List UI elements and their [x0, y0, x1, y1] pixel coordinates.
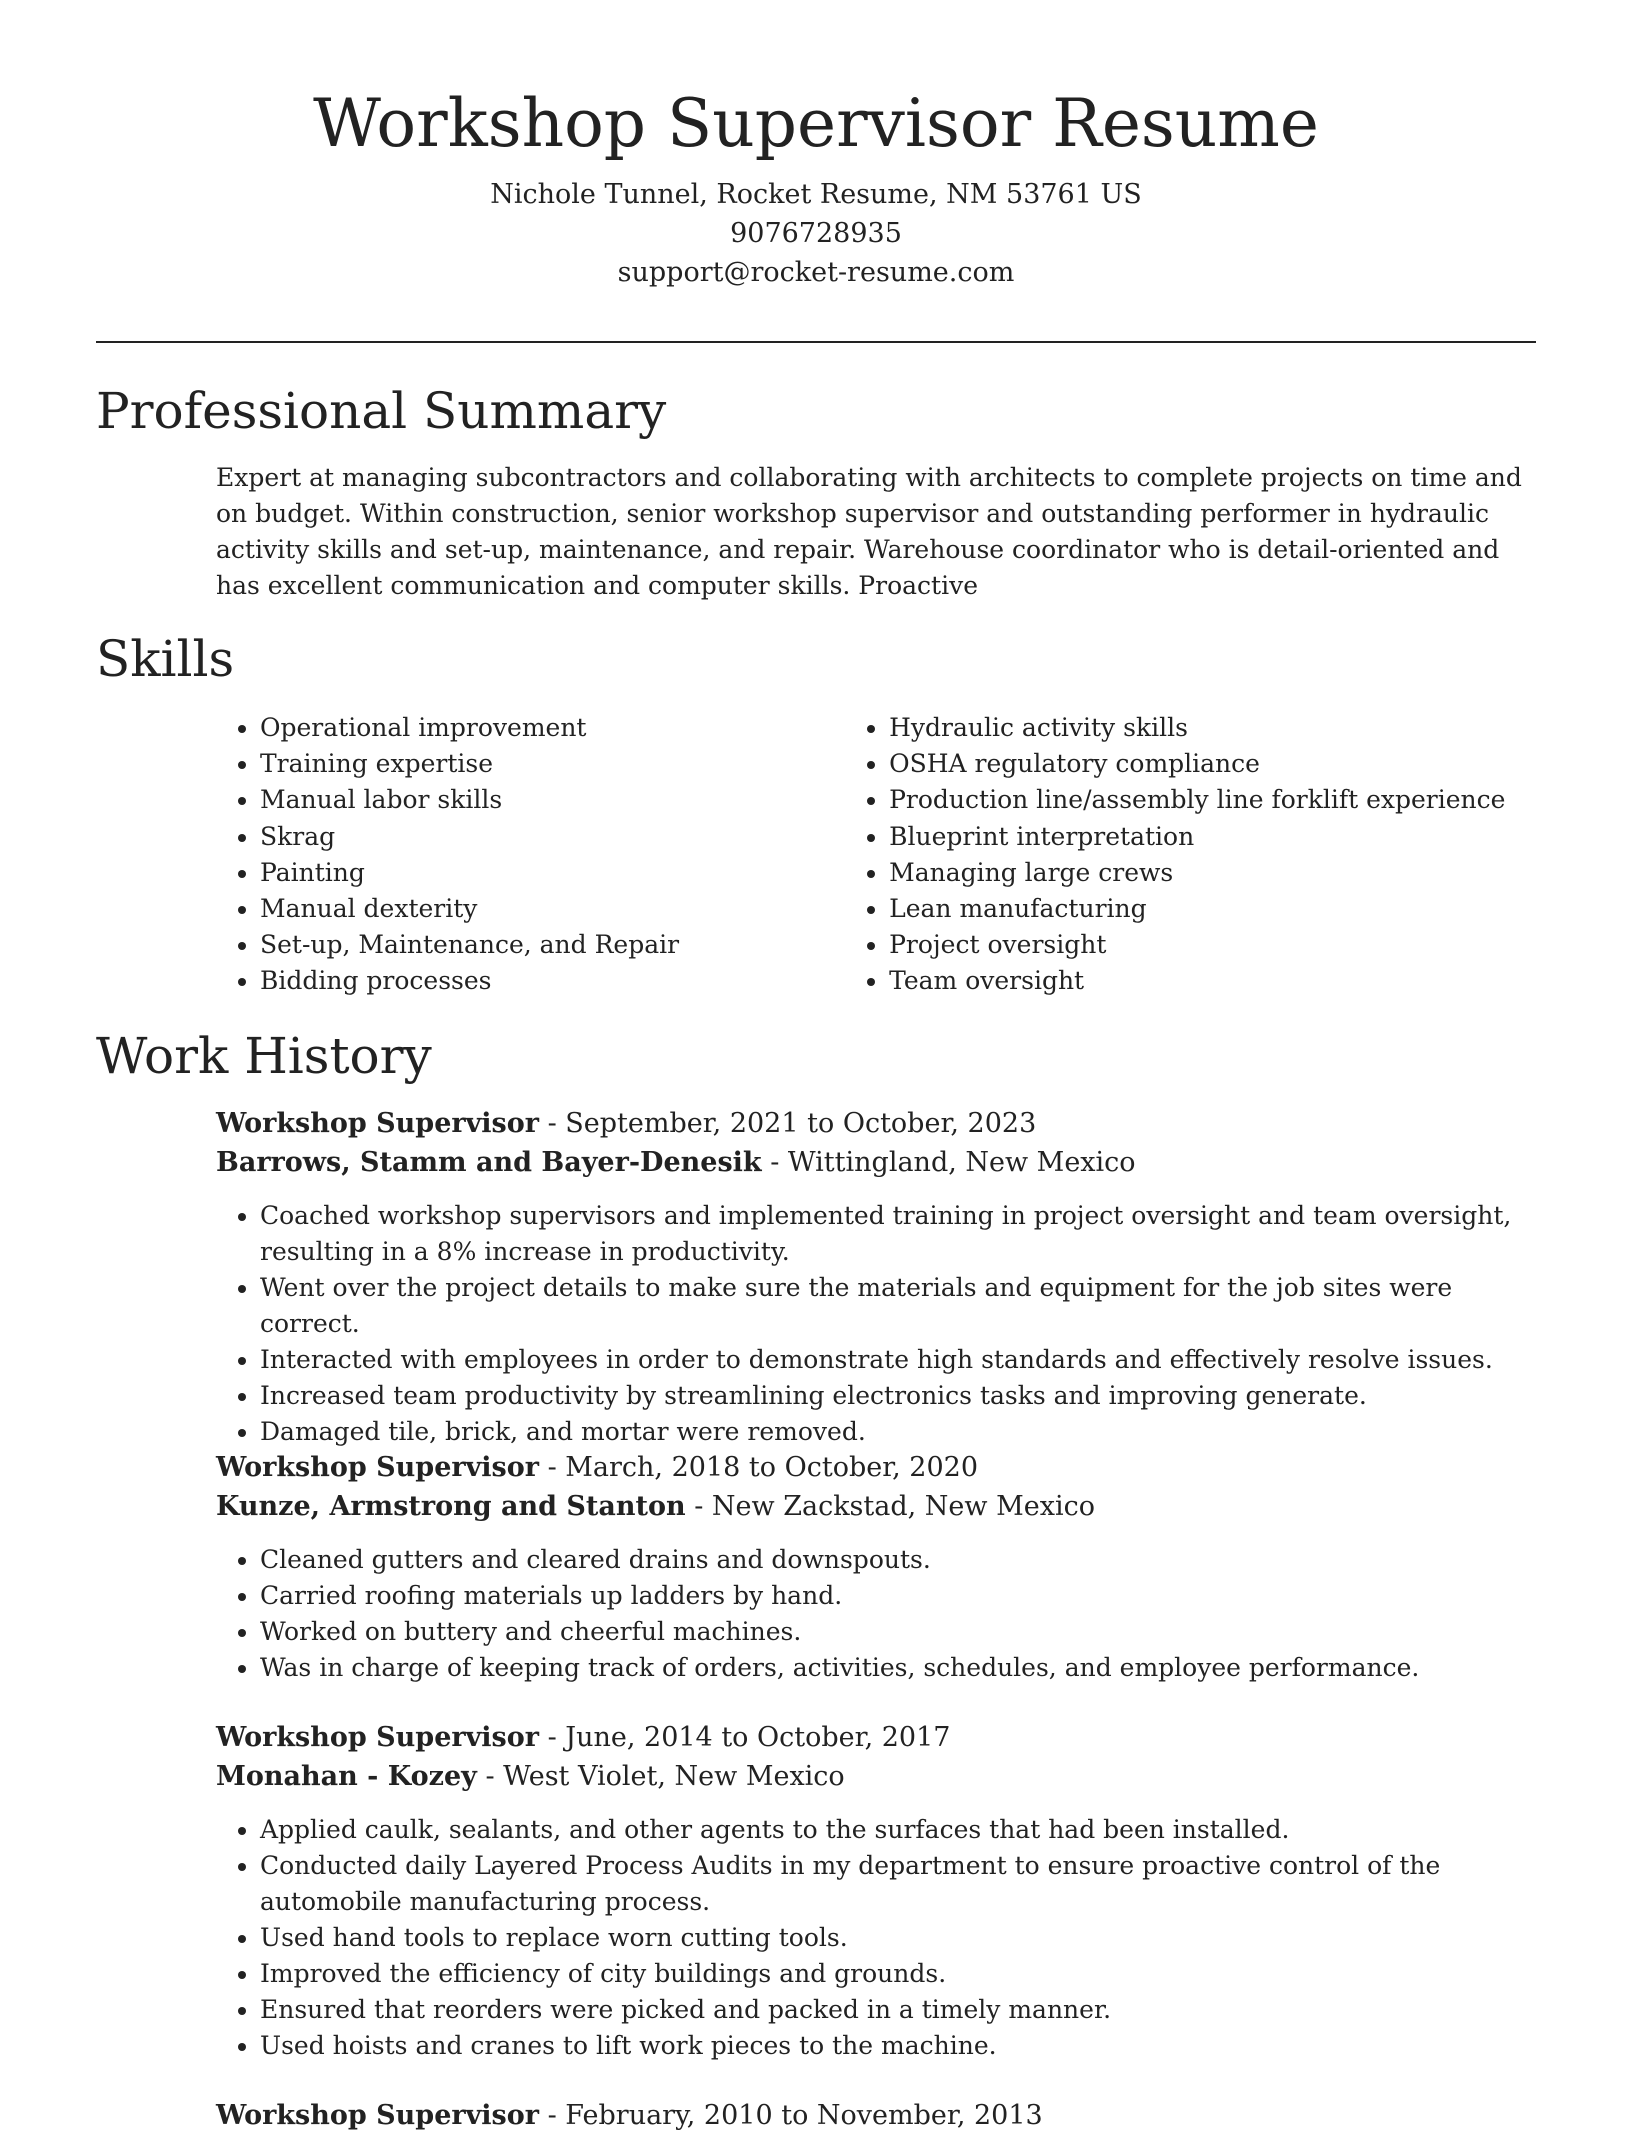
- job-bullet: • Damaged tile, brick, and mortar were removed.: [260, 1414, 1536, 1450]
- skill-item: • Skrag: [260, 819, 845, 855]
- skill-item: • OSHA regulatory compliance: [889, 746, 1536, 782]
- summary-text: Expert at managing subcontractors and collaborating with architects to complete projects on time and on budget. Within construction, senior workshop supervisor and outstanding performer in hydraulic activity skills and set-up, maintenance, and repair. Warehouse coordinator who is detail-oriented and has excellent communication and computer skills. Proactive: [216, 463, 1522, 600]
- skills-columns: [216, 710, 1536, 1000]
- job-bullet: • Used hoists and cranes to lift work pieces to the machine.: [260, 2028, 1536, 2064]
- job-company: Monahan - Kozey: [216, 1761, 477, 1792]
- contact-phone: 9076728935: [730, 218, 902, 250]
- job-bullet: • Cleaned gutters and cleared drains and downspouts.: [260, 1542, 1536, 1578]
- job-title-line: [216, 1448, 1536, 1487]
- job-bullet: • Coached workshop supervisors and implemented training in project oversight and team oversight, resulting in a 8% increase in productivity.: [260, 1198, 1536, 1270]
- job-company-line: [216, 1143, 1536, 1182]
- skill-item: • Painting: [260, 855, 845, 891]
- skill-item: • Project oversight: [889, 927, 1536, 963]
- job-title: Workshop Supervisor: [216, 1452, 539, 1483]
- skill-item: • Production line/assembly line forklift experience: [889, 782, 1536, 818]
- section-heading-skills: Skills: [96, 630, 235, 688]
- job-bullet: • Ensured that reorders were picked and packed in a timely manner.: [260, 1992, 1536, 2028]
- job-bullets: [216, 1812, 1536, 2064]
- job-bullet: • Conducted daily Layered Process Audits in my department to ensure proactive control of the automobile manufacturing process.: [260, 1848, 1536, 1920]
- skill-item: • Lean manufacturing: [889, 891, 1536, 927]
- job-bullet: • Carried roofing materials up ladders by hand.: [260, 1578, 1536, 1614]
- job-bullet: • Increased team productivity by streamlining electronics tasks and improving generate.: [260, 1378, 1536, 1414]
- resume-header: [0, 0, 1632, 292]
- skills-list-left: [216, 710, 845, 1000]
- job-company-line: [216, 1487, 1536, 1526]
- job-title-line: [216, 1104, 1536, 1143]
- job-dates: - June, 2014 to October, 2017: [538, 1722, 951, 1753]
- job-bullet: • Interacted with employees in order to demonstrate high standards and effectively resolve issues.: [260, 1342, 1536, 1378]
- job-entry: [216, 1104, 1536, 1450]
- job-entry: [216, 1718, 1536, 2064]
- skill-item: • Training expertise: [260, 746, 845, 782]
- skill-item: • Blueprint interpretation: [889, 819, 1536, 855]
- skill-item: • Manual labor skills: [260, 782, 845, 818]
- job-entry: [216, 2096, 1536, 2135]
- section-heading-summary: Professional Summary: [96, 382, 667, 440]
- skill-item: • Hydraulic activity skills: [889, 710, 1536, 746]
- job-dates: - March, 2018 to October, 2020: [538, 1452, 979, 1483]
- job-company: Kunze, Armstrong and Stanton: [216, 1491, 686, 1522]
- job-bullet: • Improved the efficiency of city buildings and grounds.: [260, 1956, 1536, 1992]
- resume-title: Workshop Supervisor Resume: [313, 85, 1319, 162]
- job-location: - West Violet, New Mexico: [476, 1761, 845, 1792]
- job-bullet: • Worked on buttery and cheerful machines.: [260, 1614, 1536, 1650]
- job-title: Workshop Supervisor: [216, 2100, 539, 2131]
- section-heading-work-history: Work History: [96, 1027, 432, 1085]
- job-company-line: [216, 1757, 1536, 1796]
- job-entry: [216, 1448, 1536, 1686]
- contact-block: [0, 175, 1632, 292]
- job-bullet: • Used hand tools to replace worn cutting tools.: [260, 1920, 1536, 1956]
- job-company: Barrows, Stamm and Bayer-Denesik: [216, 1147, 762, 1178]
- skill-item: • Operational improvement: [260, 710, 845, 746]
- skill-item: • Team oversight: [889, 963, 1536, 999]
- job-title: Workshop Supervisor: [216, 1108, 539, 1139]
- skill-item: • Set-up, Maintenance, and Repair: [260, 927, 845, 963]
- header-divider: [96, 341, 1536, 343]
- job-bullet: • Applied caulk, sealants, and other agents to the surfaces that had been installed.: [260, 1812, 1536, 1848]
- job-location: - New Zackstad, New Mexico: [685, 1491, 1095, 1522]
- contact-email: support@rocket-resume.com: [617, 257, 1015, 289]
- job-location: - Wittingland, New Mexico: [761, 1147, 1136, 1178]
- skills-list-right: [845, 710, 1536, 1000]
- skill-item: • Manual dexterity: [260, 891, 845, 927]
- job-dates: - February, 2010 to November, 2013: [538, 2100, 1043, 2131]
- job-bullets: [216, 1198, 1536, 1450]
- job-title-line: [216, 2096, 1536, 2135]
- job-title: Workshop Supervisor: [216, 1722, 539, 1753]
- skill-item: • Bidding processes: [260, 963, 845, 999]
- job-bullet: • Was in charge of keeping track of orders, activities, schedules, and employee performance.: [260, 1650, 1536, 1686]
- job-bullets: [216, 1542, 1536, 1686]
- job-title-line: [216, 1718, 1536, 1757]
- skill-item: • Managing large crews: [889, 855, 1536, 891]
- contact-address: Nichole Tunnel, Rocket Resume, NM 53761 US: [490, 179, 1142, 211]
- job-bullet: • Went over the project details to make sure the materials and equipment for the job sites were correct.: [260, 1270, 1536, 1342]
- job-dates: - September, 2021 to October, 2023: [538, 1108, 1037, 1139]
